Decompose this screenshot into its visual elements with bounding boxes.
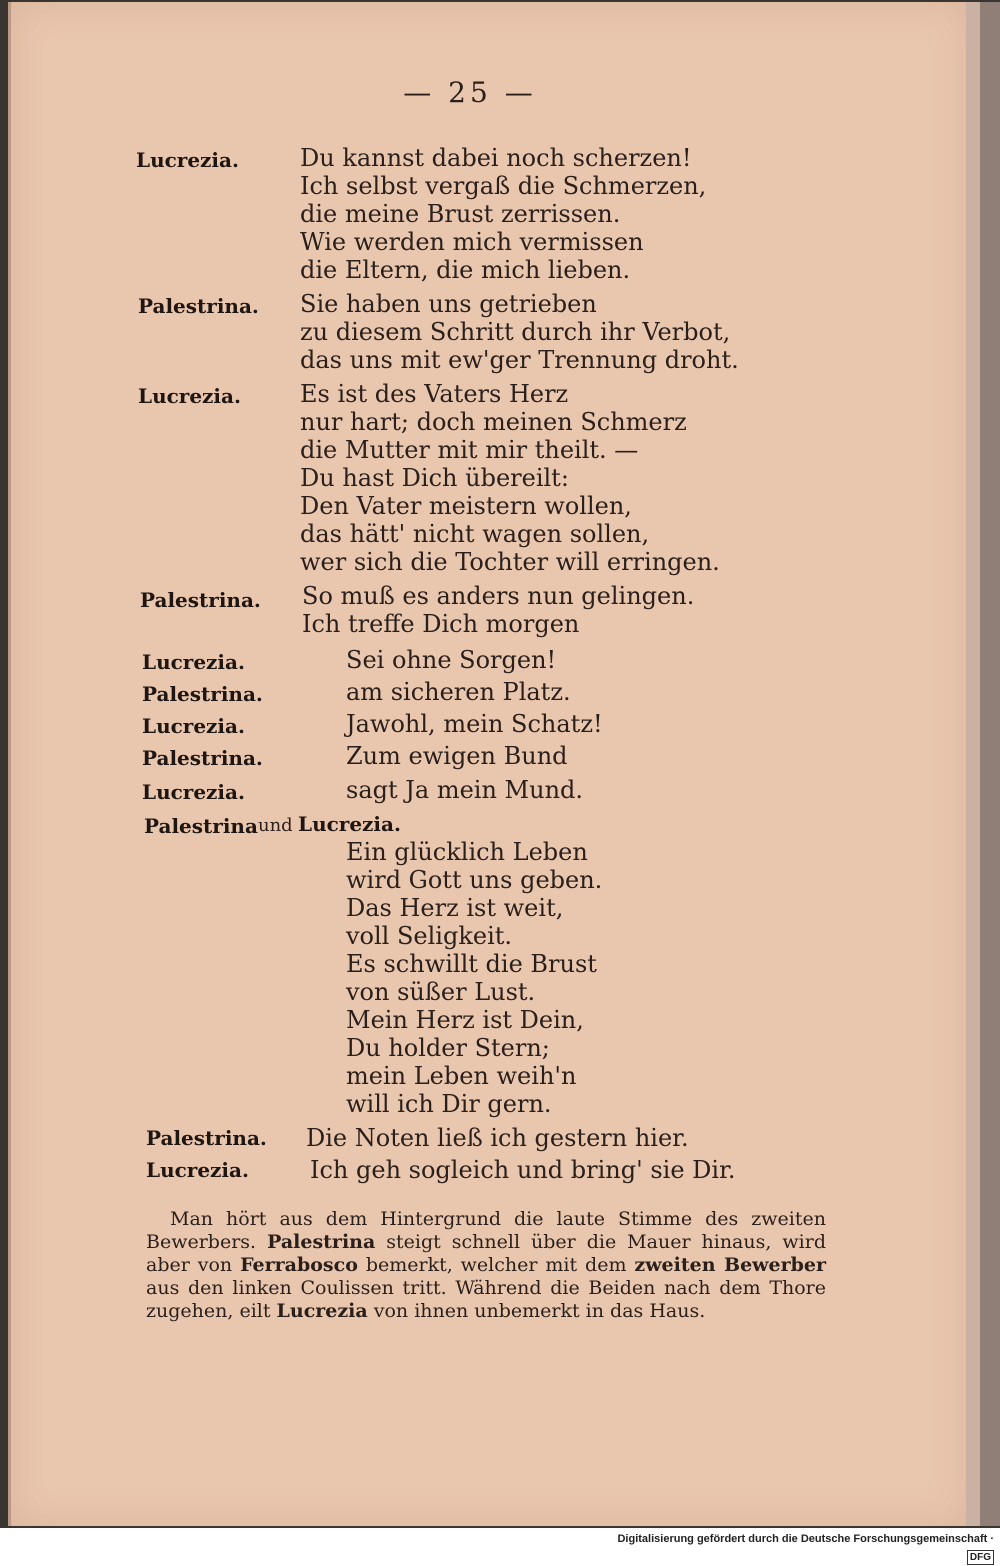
- stage-text: von ihnen unbemerkt in das Haus.: [373, 1300, 706, 1322]
- credit-text: Digitalisierung gefördert durch die Deutsche Forschungsgemeinschaft ·: [617, 1533, 994, 1545]
- dialogue-line: Sie haben uns getrieben: [300, 290, 597, 318]
- dfg-logo: DFG: [967, 1550, 994, 1565]
- dialogue-line: Ich treffe Dich morgen: [302, 610, 580, 638]
- dialogue-line: Es ist des Vaters Herz: [300, 380, 569, 408]
- dialogue-line: zu diesem Schritt durch ihr Verbot,: [300, 318, 731, 346]
- dialogue-line: Zum ewigen Bund: [346, 742, 568, 770]
- dialogue-line: nur hart; doch meinen Schmerz: [300, 408, 687, 436]
- stage-name: Lucrezia: [276, 1300, 368, 1322]
- dialogue-line: die Eltern, die mich lieben.: [300, 256, 631, 284]
- stage-direction: [146, 1208, 826, 1323]
- dialogue-line: Mein Herz ist Dein,: [346, 1006, 584, 1034]
- dialogue-line: mein Leben weih'n: [346, 1062, 577, 1090]
- dialogue-line: am sicheren Platz.: [346, 678, 571, 706]
- speaker-label: Lucrezia.: [138, 384, 241, 408]
- speaker-label: Palestrina.: [146, 1126, 267, 1150]
- dialogue-line: von süßer Lust.: [346, 978, 536, 1006]
- dialogue-line: die Mutter mit mir theilt. —: [300, 436, 639, 464]
- dialogue-line: Sei ohne Sorgen!: [346, 646, 557, 674]
- dialogue-line: Wie werden mich vermissen: [300, 228, 644, 256]
- stage-text: steigt schnell über die Mauer hinaus, wird aber von: [146, 1231, 826, 1276]
- speaker-label: Palestrina.: [138, 294, 259, 318]
- speaker-label: Lucrezia.: [136, 148, 239, 172]
- speaker-label: Lucrezia.: [142, 780, 245, 804]
- speaker-label: Lucrezia.: [146, 1158, 249, 1182]
- digitization-credit: [604, 1530, 994, 1563]
- conjunction: und: [258, 815, 293, 836]
- dialogue-line: voll Seligkeit.: [346, 922, 513, 950]
- speaker-label: Palestrina.: [142, 682, 263, 706]
- stage-text: Man hört aus dem Hintergrund die laute Stimme des zweiten Bewerbers.: [146, 1208, 826, 1253]
- stage-name: Palestrina: [267, 1231, 376, 1253]
- dialogue-line: So muß es anders nun gelingen.: [302, 582, 695, 610]
- dialogue-line: wird Gott uns geben.: [346, 866, 603, 894]
- stage-text: aus den linken Coulissen tritt. Während die Beiden nach dem Thore zugehen, eilt: [146, 1277, 826, 1322]
- speaker-label: Palestrina.: [142, 746, 263, 770]
- speaker-label: Palestrina: [144, 814, 258, 838]
- dialogue-line: das uns mit ew'ger Trennung droht.: [300, 346, 739, 374]
- dialogue-line: Ein glücklich Leben: [346, 838, 588, 866]
- dialogue-line: Die Noten ließ ich gestern hier.: [306, 1124, 689, 1152]
- stage-name: zweiten Bewerber: [634, 1254, 827, 1276]
- stage-name: Ferrabosco: [240, 1254, 358, 1276]
- dialogue-line: Jawohl, mein Schatz!: [346, 710, 603, 738]
- stage-text: bemerkt, welcher mit dem: [365, 1254, 627, 1276]
- dialogue-line: will ich Dir gern.: [346, 1090, 552, 1118]
- speaker-label: Lucrezia.: [142, 714, 245, 738]
- dialogue-line: wer sich die Tochter will erringen.: [300, 548, 720, 576]
- dialogue-line: das hätt' nicht wagen sollen,: [300, 520, 650, 548]
- dialogue-line: die meine Brust zerrissen.: [300, 200, 621, 228]
- page-edge-shadow: [980, 2, 1000, 1526]
- dialogue-line: Den Vater meistern wollen,: [300, 492, 632, 520]
- dialogue-line: Das Herz ist weit,: [346, 894, 564, 922]
- page-number: — 25 —: [403, 76, 537, 109]
- speaker-label: Lucrezia.: [142, 650, 245, 674]
- speaker-label: Palestrina.: [140, 588, 261, 612]
- dialogue-line: Ich geh sogleich und bring' sie Dir.: [310, 1156, 736, 1184]
- page-edge: [966, 2, 980, 1526]
- speaker-label: Lucrezia.: [298, 812, 401, 836]
- dialogue-line: Du holder Stern;: [346, 1034, 550, 1062]
- dialogue-line: Du hast Dich übereilt:: [300, 464, 569, 492]
- dialogue-line: Ich selbst vergaß die Schmerzen,: [300, 172, 707, 200]
- dialogue-line: sagt Ja mein Mund.: [346, 776, 584, 804]
- dialogue-line: Es schwillt die Brust: [346, 950, 597, 978]
- dialogue-line: Du kannst dabei noch scherzen!: [300, 144, 692, 172]
